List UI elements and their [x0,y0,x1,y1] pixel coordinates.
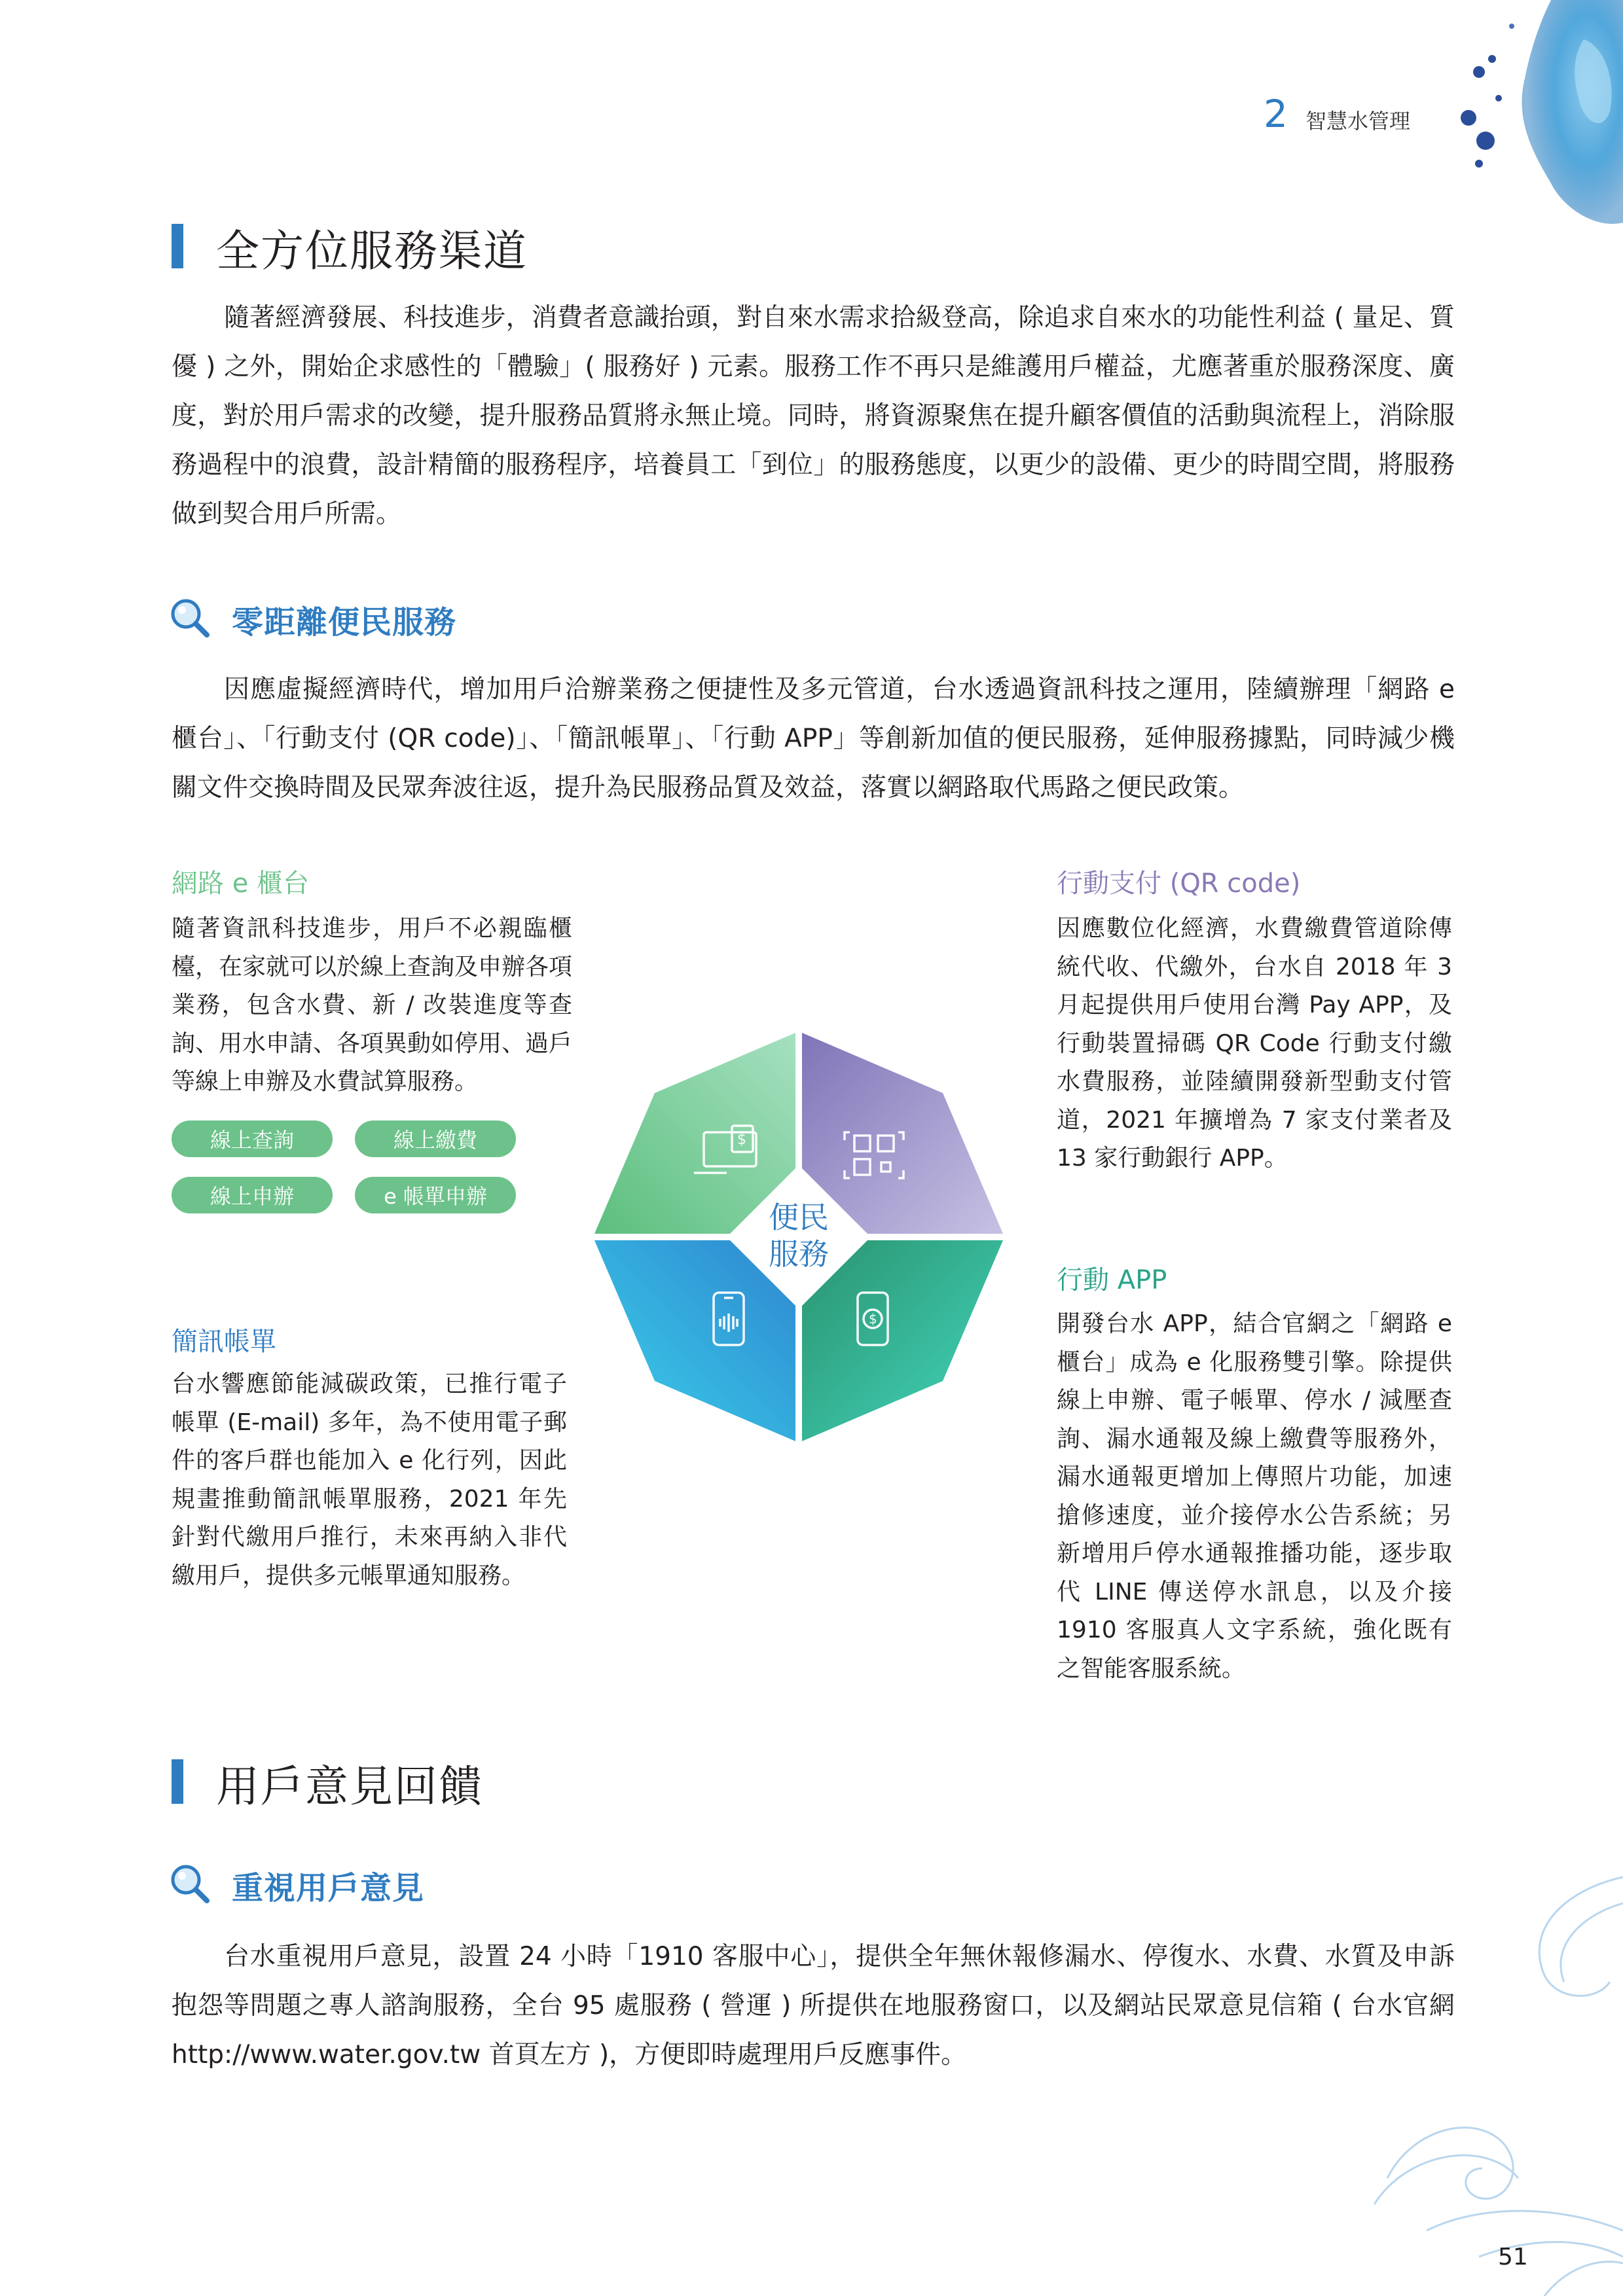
diagram-center-line2: 服務 [769,1236,829,1272]
section-paragraph: 隨著經濟發展、科技進步，消費者意識抬頭，對自來水需求拾級登高，除追求自來水的功能性利益 ( 量足、質優 ) 之外，開始企求感性的「體驗」( 服務好 ) 元素。服務工作不再只是維護用戶權益，尤應著重於服務深度、廣度，對於用戶需求的改變，提升服務品質將永無止境。同時，將資源聚焦在提升顧客價值的活動與流程上，消除服務過程中的浪費，設計精簡的服務程序，培養員工「到位」的服務態度，以更少的設備、更少的時間空間，將服務做到契合用戶所需。 [172,303,1455,529]
pill-online-query: 線上查詢 [172,1121,333,1157]
chapter-number: 2 [1264,92,1288,136]
subsection-paragraph: 因應虛擬經濟時代，增加用戶洽辦業務之便捷性及多元管道，台水透過資訊科技之運用，陸續辦理「網路 e 櫃台」、「行動支付 (QR code)」、「簡訊帳單」、「行動 APP」等創新加值的便民服務，延伸服務據點，同時減少機關文件交換時間及民眾奔波往返，提升為民服務品質及效益，落實以網路取代馬路之便民政策。 [172,675,1455,802]
magnifier-icon [169,597,211,639]
magnifier-icon [169,1863,211,1905]
subsection-title: 零距離便民服務 [232,604,457,641]
pill-online-payment: 線上繳費 [355,1121,516,1157]
sms-bill-title: 簡訊帳單 [172,1327,276,1357]
section-title-2: 用戶意見回饋 [216,1761,483,1812]
section-bar [172,224,183,268]
section-title: 全方位服務渠道 [216,226,528,276]
section-bar-2 [172,1759,183,1804]
diagram-center-line1: 便民 [769,1200,829,1235]
online-counter-title: 網路 e 櫃台 [172,869,310,899]
mobile-payment-title: 行動支付 (QR code) [1057,869,1301,899]
pill-ebill-application: e 帳單申辦 [355,1177,516,1213]
diagram-center-label [733,1199,864,1272]
svg-text:$: $ [869,1311,877,1327]
mobile-payment-text: 因應數位化經濟，水費繳費管道除傳統代收、代繳外，台水自 2018 年 3 月起提供用戶使用台灣 Pay APP，及行動裝置掃碼 QR Code 行動支付繳水費服務，並陸續開發新型動支付管道，2021 年擴增為 7 家支付業者及 13 家行動銀行 APP。 [1057,915,1452,1172]
page-number: 51 [1498,2244,1528,2270]
subsection-paragraph-2: 台水重視用戶意見，設置 24 小時「1910 客服中心」，提供全年無休報修漏水、停復水、水費、水質及申訴抱怨等問題之專人諮詢服務，全台 95 處服務 ( 營運 ) 所提供在地服務窗口，以及網站民眾意見信箱 ( 台水官網 http://www.water.gov.tw 首頁左方 )，方便即時處理用戶反應事件。 [172,1942,1455,2070]
watercolor-decoration-top [1453,0,1623,236]
pill-online-application: 線上申辦 [172,1177,333,1213]
subsection-title-2: 重視用戶意見 [232,1870,425,1907]
mobile-app-text: 開發台水 APP，結合官網之「網路 e 櫃台」成為 e 化服務雙引擎。除提供線上申辦、電子帳單、停水 / 減壓查詢、漏水通報及線上繳費等服務外，漏水通報更增加上傳照片功能，加速搶修速度，並介接停水公告系統；另新增用戶停水通報推播功能，逐步取代 LINE 傳送停水訊息，以及介接 1910 客服真人文字系統，強化既有之智能客服系統。 [1057,1310,1452,1682]
svg-text:$: $ [737,1132,746,1148]
sms-bill-text: 台水響應節能減碳政策，已推行電子帳單 (E-mail) 多年，為不使用電子郵件的客戶群也能加入 e 化行列，因此規畫推動簡訊帳單服務，2021 年先針對代繳用戶推行，未來再納入非代繳用戶，提供多元帳單通知服務。 [172,1371,567,1589]
chapter-title: 智慧水管理 [1305,109,1411,134]
mobile-app-title: 行動 APP [1057,1265,1167,1295]
online-counter-text: 隨著資訊科技進步，用戶不必親臨櫃檯，在家就可以於線上查詢及申辦各項業務，包含水費、新 / 改裝進度等查詢、用水申請、各項異動如停用、過戶等線上申辦及水費試算服務。 [172,915,573,1095]
